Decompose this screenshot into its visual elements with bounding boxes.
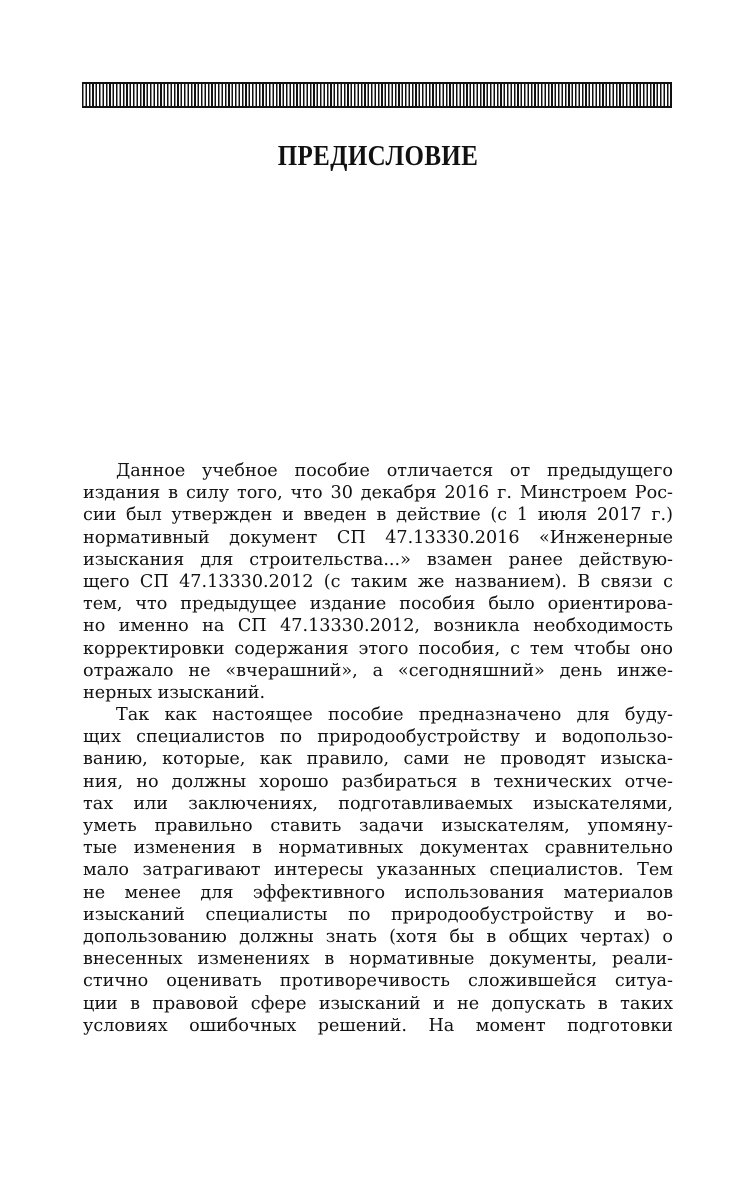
text-line: нерных изысканий. bbox=[83, 682, 266, 703]
text-line: изыскания для строительства...» взамен ранее действую- bbox=[83, 549, 673, 570]
text-line: тые изменения в нормативных документах сравнительно bbox=[83, 838, 673, 859]
page-title: ПРЕДИСЛОВИЕ bbox=[277, 140, 479, 172]
text-line: щего СП 47.13330.2012 (с таким же названием). В связи с bbox=[83, 571, 673, 592]
text-line: уметь правильно ставить задачи изыскателям, упомяну- bbox=[83, 816, 673, 836]
text-line: не менее для эффективного использования материалов bbox=[83, 882, 673, 903]
text-line: но именно на СП 47.13330.2012, возникла необходимость bbox=[83, 616, 673, 637]
text-line: Так как настоящее пособие предназначено для буду- bbox=[116, 705, 673, 726]
text-line: мало затрагивают интересы указанных специалистов. Тем bbox=[83, 860, 673, 881]
text-line: издания в силу того, что 30 декабря 2016 г. Минстроем Рос- bbox=[83, 483, 673, 504]
text-line: сии был утвержден и введен в действие (с 1 июля 2017 г.) bbox=[83, 505, 673, 526]
paragraph-2 bbox=[83, 704, 673, 1037]
text-line: ния, но должны хорошо разбираться в технических отче- bbox=[83, 771, 673, 792]
text-line: отражало не «вчерашний», а «сегодняшний» день инже- bbox=[83, 660, 673, 681]
text-line: корректировки содержания этого пособия, с тем чтобы оно bbox=[83, 638, 673, 659]
text-line: изысканий специалисты по природообустройству и во- bbox=[83, 904, 673, 925]
text-line: тах или заключениях, подготавливаемых изыскателями, bbox=[83, 793, 673, 814]
header-ornament-rule bbox=[82, 82, 672, 108]
text-line: ванию, которые, как правило, сами не проводят изыска- bbox=[83, 749, 673, 770]
text-line: Данное учебное пособие отличается от предыдущего bbox=[116, 461, 673, 481]
text-line: нормативный документ СП 47.13330.2016 «Инженерные bbox=[83, 527, 673, 548]
text-line: внесенных изменениях в нормативные документы, реали- bbox=[83, 949, 673, 970]
text-line: тем, что предыдущее издание пособия было ориентирова- bbox=[83, 594, 673, 615]
paragraph-1 bbox=[83, 460, 673, 704]
text-line: стично оценивать противоречивость сложившейся ситуа- bbox=[83, 971, 673, 992]
text-line: щих специалистов по природообустройству и водопользо- bbox=[83, 727, 673, 748]
text-line: ции в правовой сфере изысканий и не допускать в таких bbox=[83, 993, 673, 1014]
text-line: допользованию должны знать (хотя бы в общих чертах) о bbox=[83, 926, 673, 947]
text-line: условиях ошибочных решений. На момент подготовки bbox=[83, 1015, 673, 1036]
body-text bbox=[83, 460, 673, 1037]
